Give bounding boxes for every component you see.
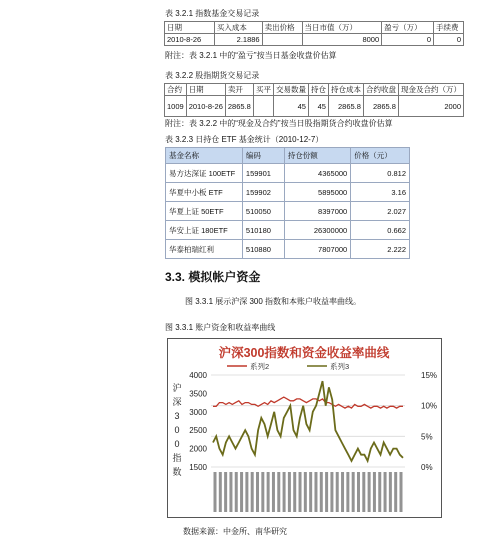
table-header-cell: 持仓份额 bbox=[284, 148, 351, 164]
etf-holdings-table bbox=[165, 147, 410, 259]
table-cell: 8397000 bbox=[284, 202, 351, 221]
table-cell: 2.222 bbox=[351, 240, 410, 259]
table-caption-323: 表 3.2.3 日持仓 ETF 基金统计（2010-12-7） bbox=[165, 135, 324, 144]
table-cell: 3.16 bbox=[351, 183, 410, 202]
table-note-322: 附注：表 3.2.2 中的“现金及合约”按当日股指期货合约收盘价估算 bbox=[165, 119, 393, 128]
x-tick-mark bbox=[357, 472, 360, 512]
table-cell: 易方达深证 100ETF bbox=[166, 164, 243, 183]
x-tick-mark bbox=[277, 472, 280, 512]
x-tick-mark bbox=[389, 472, 392, 512]
x-tick-mark bbox=[309, 472, 312, 512]
x-tick-mark bbox=[320, 472, 323, 512]
x-tick-mark bbox=[394, 472, 397, 512]
x-tick-mark bbox=[251, 472, 254, 512]
table-cell: 2865.8 bbox=[328, 96, 363, 117]
y-tick-label: 2500 bbox=[189, 426, 207, 436]
y-tick-label: 1500 bbox=[189, 463, 207, 472]
x-tick-mark bbox=[288, 472, 291, 512]
y2-tick-label: 10% bbox=[421, 401, 438, 411]
table-cell: 510050 bbox=[242, 202, 284, 221]
section-paragraph: 图 3.3.1 展示沪深 300 指数和本账户收益率曲线。 bbox=[185, 297, 362, 306]
table-cell: 华安上证 180ETF bbox=[166, 221, 243, 240]
yield-curve-chart bbox=[167, 338, 442, 518]
x-tick-mark bbox=[235, 472, 238, 512]
table-cell: 26300000 bbox=[284, 221, 351, 240]
table-cell: 510180 bbox=[242, 221, 284, 240]
x-tick-mark bbox=[325, 472, 328, 512]
table-cell: 2000 bbox=[398, 96, 463, 117]
table-cell: 2.027 bbox=[351, 202, 410, 221]
table-header-cell: 买入成本 bbox=[214, 22, 262, 34]
table-cell: 2010-8-26 bbox=[186, 96, 225, 117]
table-header-cell: 持仓 bbox=[308, 84, 328, 96]
table-header-cell: 卖开 bbox=[225, 84, 253, 96]
table-header-cell: 买平 bbox=[253, 84, 273, 96]
legend-label: 系列3 bbox=[330, 362, 350, 371]
data-source: 数据来源：中金所、南华研究 bbox=[183, 527, 287, 536]
table-cell: 0.662 bbox=[351, 221, 410, 240]
y2-tick-label: 15% bbox=[421, 371, 438, 380]
table-cell: 7807000 bbox=[284, 240, 351, 259]
y-label-char: 0 bbox=[174, 439, 180, 449]
x-tick-mark bbox=[378, 472, 381, 512]
x-tick-mark bbox=[336, 472, 339, 512]
table-cell: 华泰柏瑞红利 bbox=[166, 240, 243, 259]
x-tick-mark bbox=[267, 472, 270, 512]
table-header-cell: 基金名称 bbox=[166, 148, 243, 164]
x-tick-mark bbox=[352, 472, 355, 512]
table-cell: 华夏上证 50ETF bbox=[166, 202, 243, 221]
x-tick-mark bbox=[368, 472, 371, 512]
table-cell: 159901 bbox=[242, 164, 284, 183]
table-cell: 2865.8 bbox=[363, 96, 398, 117]
table-header-cell: 交易数量 bbox=[273, 84, 308, 96]
x-tick-mark bbox=[362, 472, 365, 512]
table-cell: 510880 bbox=[242, 240, 284, 259]
y-tick-label: 3000 bbox=[189, 407, 207, 417]
table-header-cell: 日期 bbox=[165, 22, 215, 34]
x-tick-mark bbox=[240, 472, 243, 512]
x-tick-mark bbox=[314, 472, 317, 512]
table-header-cell: 持仓成本 bbox=[328, 84, 363, 96]
table-cell bbox=[262, 34, 302, 46]
x-tick-mark bbox=[400, 472, 403, 512]
table-cell: 华夏中小板 ETF bbox=[166, 183, 243, 202]
chart-title: 沪深300指数和资金收益率曲线 bbox=[218, 346, 390, 360]
table-note-321: 附注：表 3.2.1 中的“盈亏”按当日基金收盘价估算 bbox=[165, 51, 337, 60]
y-tick-label: 4000 bbox=[189, 371, 207, 380]
x-tick-mark bbox=[224, 472, 227, 512]
table-header-cell: 日期 bbox=[186, 84, 225, 96]
x-tick-mark bbox=[229, 472, 232, 512]
table-caption-322: 表 3.2.2 股指期货交易记录 bbox=[165, 71, 260, 80]
x-tick-mark bbox=[293, 472, 296, 512]
y2-tick-label: 5% bbox=[421, 432, 433, 442]
table-cell: 4365000 bbox=[284, 164, 351, 183]
x-tick-mark bbox=[245, 472, 248, 512]
y-label-char: 0 bbox=[174, 425, 180, 435]
table-cell: 8000 bbox=[302, 34, 382, 46]
table-header-cell: 合约 bbox=[165, 84, 187, 96]
table-cell: 0 bbox=[434, 34, 464, 46]
y-label-char: 数 bbox=[172, 467, 182, 477]
table-header-cell: 合约收盘 bbox=[363, 84, 398, 96]
y-label-char: 深 bbox=[172, 397, 182, 407]
y-tick-label: 2000 bbox=[189, 444, 207, 454]
y-label-char: 指 bbox=[172, 453, 182, 463]
x-tick-mark bbox=[256, 472, 259, 512]
x-tick-mark bbox=[299, 472, 302, 512]
fund-trade-table bbox=[164, 21, 464, 46]
table-header-cell: 当日市值（万） bbox=[302, 22, 382, 34]
table-cell: 0.812 bbox=[351, 164, 410, 183]
table-header-cell: 现金及合约（万） bbox=[398, 84, 463, 96]
x-tick-mark bbox=[272, 472, 275, 512]
table-cell: 5895000 bbox=[284, 183, 351, 202]
table-header-cell: 卖出价格 bbox=[262, 22, 302, 34]
table-cell: 2010-8-26 bbox=[165, 34, 215, 46]
y-tick-label: 3500 bbox=[189, 389, 207, 399]
x-tick-mark bbox=[304, 472, 307, 512]
x-tick-mark bbox=[214, 472, 217, 512]
x-tick-mark bbox=[384, 472, 387, 512]
x-tick-mark bbox=[341, 472, 344, 512]
y2-tick-label: 0% bbox=[421, 463, 433, 472]
table-cell: 2865.8 bbox=[225, 96, 253, 117]
section-title: 3.3. 模拟帐户资金 bbox=[165, 270, 261, 284]
table-caption-321: 表 3.2.1 指数基金交易记录 bbox=[165, 9, 260, 18]
table-header-cell: 编码 bbox=[242, 148, 284, 164]
table-cell: 45 bbox=[273, 96, 308, 117]
x-tick-mark bbox=[346, 472, 349, 512]
x-tick-mark bbox=[330, 472, 333, 512]
table-cell: 159902 bbox=[242, 183, 284, 202]
futures-trade-table bbox=[164, 83, 464, 117]
x-tick-mark bbox=[261, 472, 264, 512]
table-header-cell: 手续费 bbox=[434, 22, 464, 34]
table-header-cell: 盈亏（万） bbox=[382, 22, 434, 34]
table-cell: 45 bbox=[308, 96, 328, 117]
table-cell bbox=[253, 96, 273, 117]
figure-caption: 图 3.3.1 账户资金和收益率曲线 bbox=[165, 323, 276, 332]
table-header-cell: 价格（元） bbox=[351, 148, 410, 164]
x-tick-mark bbox=[283, 472, 286, 512]
table-cell: 0 bbox=[382, 34, 434, 46]
table-cell: 1009 bbox=[165, 96, 187, 117]
x-tick-mark bbox=[219, 472, 222, 512]
legend-label: 系列2 bbox=[250, 362, 270, 371]
x-tick-mark bbox=[373, 472, 376, 512]
y-label-char: 3 bbox=[174, 411, 180, 421]
table-cell: 2.1886 bbox=[214, 34, 262, 46]
y-label-char: 沪 bbox=[172, 383, 182, 393]
